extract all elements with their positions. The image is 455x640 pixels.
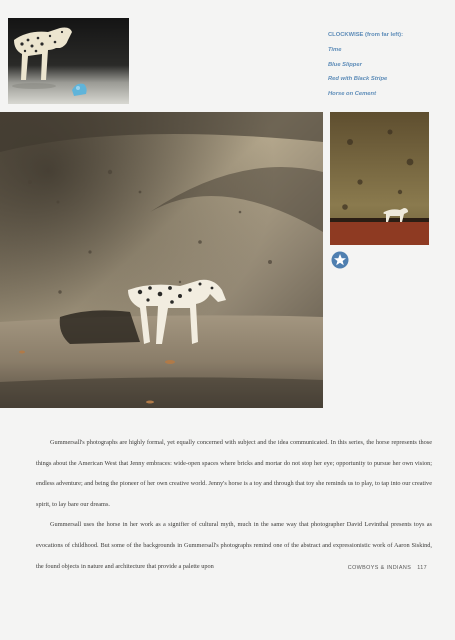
article-paragraph: Gummersall uses the horse in her work as a signifier of cultural myth, much in the same way that photographer David Levinthal presents toys as evocations of childhood. But some of the backgrounds in Gummersall's photographs remind one of the abstract and expressionistic work of Aaron Siskind, the found objects in nature and architecture that provide a palette upon — [36, 521, 432, 570]
caption-header: CLOCKWISE (from far left): — [328, 32, 404, 38]
article-body — [36, 433, 432, 577]
caption-time: Time — [328, 47, 342, 53]
caption-red-stripe: Red with Black Stripe — [328, 76, 388, 83]
photo-captions — [328, 32, 448, 105]
magazine-name: COWBOYS & INDIANS — [347, 565, 412, 571]
page-footer — [348, 565, 427, 571]
page-number: 117 — [417, 565, 427, 571]
star-badge-icon — [331, 251, 349, 269]
caption-blue-slipper: Blue Slipper — [328, 61, 362, 68]
photo-time — [8, 18, 129, 104]
photo-red-with-black-stripe — [330, 112, 429, 245]
caption-horse-cement: Horse on Cement — [328, 90, 376, 97]
photo-horse-on-cement — [0, 112, 323, 408]
article-paragraph: Gummersall's photographs are highly formal, yet equally concerned with subject and the idea communicated. In this series, the horse represents those things about the American West that Jenny embraces: wide-open spaces where bricks and mortar do not stop her eye; opportunity to pursue her own vision; endless adventure; and being the pioneer of her own creative world. Jenny's horse is a toy and through that toy she reminds us to play, to tap into our creative spirit, to lay bare our dreams. — [36, 439, 432, 508]
